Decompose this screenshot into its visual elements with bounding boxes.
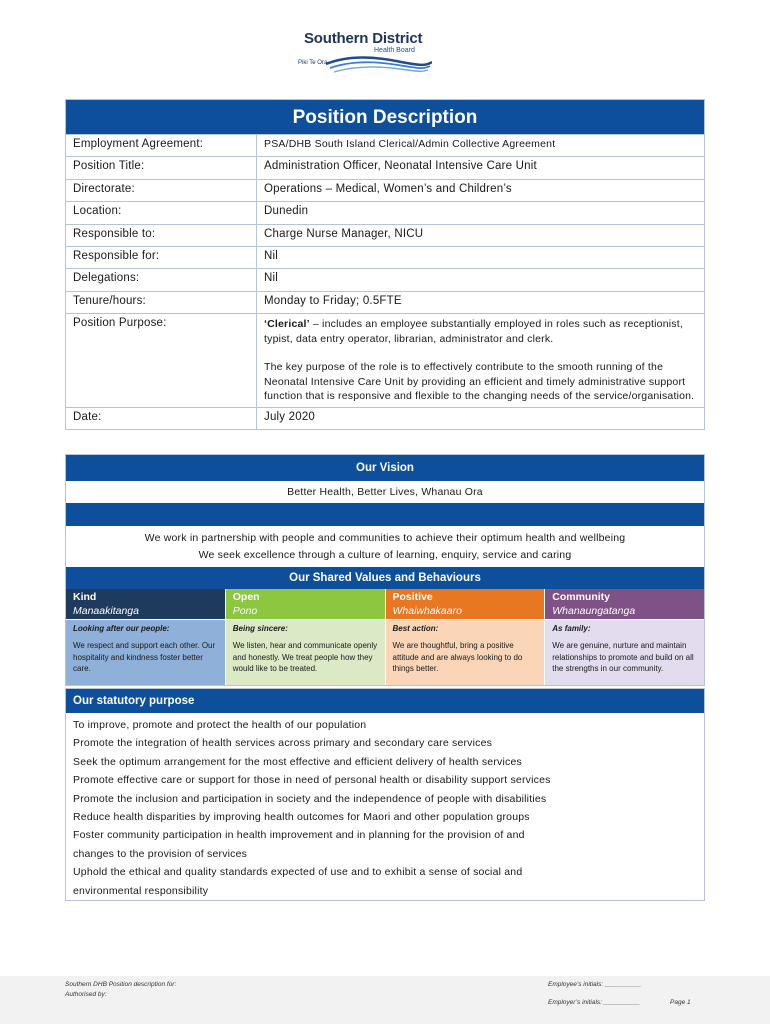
statutory-item: Promote the inclusion and participation in society and the independence of people with disabilities [73, 792, 547, 805]
vision-heading: Our Vision [66, 455, 704, 481]
vision-divider-band [66, 503, 704, 526]
value-name: Community [552, 591, 610, 603]
logo-name: Southern District [304, 30, 423, 47]
value-body [66, 619, 225, 685]
pd-value: Administration Officer, Neonatal Intensive Care Unit [264, 160, 537, 173]
pd-key: Responsible to: [66, 225, 257, 246]
value-lead: Being sincere: [232, 624, 288, 633]
statutory-purpose-section [65, 688, 705, 901]
value-header [545, 589, 704, 619]
page-footer [0, 976, 770, 1024]
pd-key: Responsible for: [66, 247, 257, 268]
pd-row-responsible-to [66, 224, 704, 246]
vision-section [65, 454, 705, 686]
statutory-item: Promote effective care or support for those in need of personal health or disability support services [73, 774, 551, 787]
southern-dhb-logo [292, 28, 432, 74]
values-grid [66, 589, 704, 685]
statutory-list [66, 713, 704, 903]
clerical-term: ‘Clerical’ [264, 318, 310, 331]
value-text: We are thoughtful, bring a positive attitude and are always looking to do things better. [392, 641, 523, 673]
footer-page-number: Page 1 [670, 999, 691, 1006]
pd-value: Charge Nurse Manager, NICU [264, 227, 424, 240]
value-maori: Whanaungatanga [552, 605, 636, 617]
pd-row-position-purpose [66, 313, 704, 407]
excellence-statement: We seek excellence through a culture of learning, enquiry, service and caring [198, 549, 572, 561]
value-name: Kind [73, 591, 97, 603]
clerical-definition [264, 317, 697, 346]
value-name: Open [232, 591, 260, 603]
statutory-item: Uphold the ethical and quality standards expected of use and to exhibit a sense of social and [73, 866, 523, 879]
pd-value: PSA/DHB South Island Clerical/Admin Collective Agreement [264, 138, 556, 150]
values-heading: Our Shared Values and Behaviours [66, 567, 704, 589]
pd-value: Nil [264, 272, 279, 285]
value-positive [386, 589, 545, 685]
value-text: We listen, hear and communicate openly and honestly. We treat people how they would like to be treated. [232, 641, 378, 673]
statutory-item: Reduce health disparities by improving health outcomes for Maori and other population groups [73, 811, 530, 824]
statutory-item: changes to the provision of services [73, 847, 248, 860]
value-header [66, 589, 225, 619]
value-text: We respect and support each other. Our hospitality and kindness foster better care. [73, 641, 216, 673]
value-community [545, 589, 704, 685]
footer-authorised-by: Authorised by: [65, 991, 107, 998]
clerical-text: – includes an employee substantially employed in roles such as receptionist, typist, data entry operator, librarian, administrator and clerk. [264, 318, 683, 345]
pd-key: Delegations: [66, 269, 257, 290]
logo-waves-icon [326, 52, 432, 74]
position-description-table [65, 99, 705, 430]
value-maori: Manaakitanga [73, 605, 139, 617]
pd-key: Position Title: [66, 157, 257, 178]
value-kind [66, 589, 225, 685]
value-header [386, 589, 545, 619]
logo-subtitle: Health Board [374, 47, 415, 54]
pd-row-delegations [66, 268, 704, 290]
pd-key: Position Purpose: [66, 314, 257, 407]
mission-block [66, 526, 704, 567]
footer-employer-initials: Employer’s initials: __________ [548, 999, 640, 1006]
pd-value: Monday to Friday; 0.5FTE [264, 294, 402, 307]
pd-row-location [66, 201, 704, 223]
value-maori: Pono [232, 605, 258, 617]
value-maori: Whaiwhakaaro [392, 605, 462, 617]
value-lead: Looking after our people: [73, 624, 170, 633]
partnership-statement: We work in partnership with people and communities to achieve their optimum health and wellbeing [144, 532, 626, 544]
pd-title: Position Description [66, 100, 704, 134]
statutory-item: Seek the optimum arrangement for the most effective and efficient delivery of health services [73, 755, 522, 768]
pd-value: Operations – Medical, Women’s and Children’s [264, 182, 512, 195]
footer-employee-initials: Employee’s initials: __________ [548, 981, 642, 988]
vision-statement: Better Health, Better Lives, Whanau Ora [287, 486, 483, 498]
value-lead: As family: [552, 624, 591, 633]
pd-value: July 2020 [264, 410, 316, 423]
pd-value: Nil [264, 249, 279, 262]
pd-row-tenure-hours [66, 291, 704, 313]
pd-row-position-title [66, 156, 704, 178]
logo-tagline: Piki Te Ora [298, 60, 328, 66]
pd-row-directorate [66, 179, 704, 201]
value-name: Positive [392, 591, 433, 603]
statutory-item: Foster community participation in health improvement and in planning for the provision of and [73, 829, 525, 842]
statutory-item: environmental responsibility [73, 884, 209, 897]
footer-pd-for: Southern DHB Position description for: [65, 981, 177, 988]
value-body [545, 619, 704, 685]
value-open [226, 589, 385, 685]
pd-row-date [66, 407, 704, 429]
pd-key: Employment Agreement: [66, 135, 257, 156]
value-header [226, 589, 385, 619]
statutory-item: To improve, promote and protect the health of our population [73, 719, 367, 731]
pd-key: Directorate: [66, 180, 257, 201]
statutory-heading: Our statutory purpose [66, 689, 704, 713]
value-text: We are genuine, nurture and maintain relationships to promote and build on all the strengths in our community. [552, 641, 694, 673]
key-purpose: The key purpose of the role is to effectively contribute to the smooth running of the Neonatal Intensive Care Unit by providing an efficient and timely administrative support function that is responsive and flexible to the changing needs of the service/organisation. [264, 361, 695, 403]
value-lead: Best action: [392, 624, 439, 633]
pd-row-responsible-for [66, 246, 704, 268]
pd-row-employment-agreement [66, 134, 704, 156]
value-body [226, 619, 385, 685]
pd-key: Date: [66, 408, 257, 429]
pd-key: Location: [66, 202, 257, 223]
pd-value [257, 314, 704, 407]
statutory-item: Promote the integration of health services across primary and secondary care services [73, 737, 493, 750]
pd-value: Dunedin [264, 205, 309, 218]
value-body [386, 619, 545, 685]
pd-key: Tenure/hours: [66, 292, 257, 313]
